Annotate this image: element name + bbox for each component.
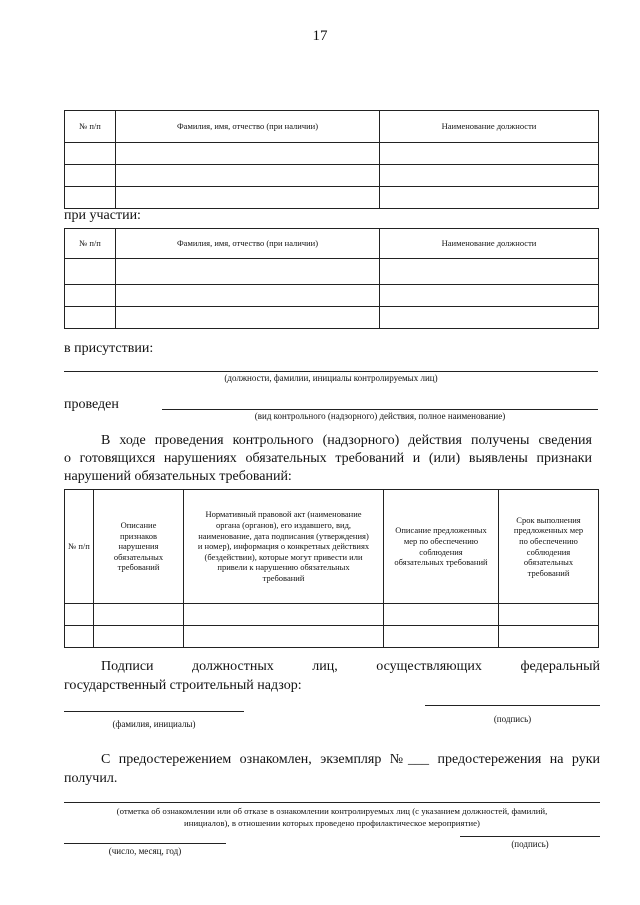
table-cell[interactable] <box>65 285 116 307</box>
column-header-number: № п/п <box>65 111 116 143</box>
table-cell[interactable] <box>380 307 599 329</box>
table-cell[interactable] <box>94 604 184 626</box>
table-cell[interactable] <box>116 165 380 187</box>
table-cell[interactable] <box>116 285 380 307</box>
table-header-row <box>65 111 599 143</box>
table-cell[interactable] <box>116 259 380 285</box>
table-cell[interactable] <box>65 626 94 648</box>
participants-table <box>64 110 599 209</box>
acknowledgement-input-line[interactable] <box>64 802 600 803</box>
table-cell[interactable] <box>65 143 116 165</box>
table-row <box>65 143 599 165</box>
acknowledgement-text-line-1: С предостережением ознакомлен, экземпляр №___ предостережения на руки <box>101 752 600 767</box>
findings-paragraph-line-3: нарушений обязательных требований: <box>64 469 292 484</box>
conducted-caption: (вид контрольного (надзорного) действия, полное наименование) <box>254 411 506 421</box>
column-header-full-name: Фамилия, имя, отчество (при наличии) <box>116 111 380 143</box>
table-cell[interactable] <box>116 187 380 209</box>
column-header-position: Наименование должности <box>380 111 599 143</box>
date-caption: (число, месяц, год) <box>108 846 182 856</box>
table-cell[interactable] <box>94 626 184 648</box>
date-input-line[interactable] <box>64 843 226 844</box>
violations-table <box>64 489 599 648</box>
table-cell[interactable] <box>65 259 116 285</box>
page-number: 17 <box>312 28 328 44</box>
table-row <box>65 307 599 329</box>
column-header-deadline: Срок выполнения предложенных мер по обеспечению соблюдения обязательных требований <box>499 490 599 604</box>
table-cell[interactable] <box>384 626 499 648</box>
signatures-text-line-1: Подписи должностных лиц, осуществляющих федеральный <box>101 659 600 674</box>
table-cell[interactable] <box>116 307 380 329</box>
table-cell[interactable] <box>65 165 116 187</box>
column-header-full-name: Фамилия, имя, отчество (при наличии) <box>116 229 380 259</box>
table-row <box>65 165 599 187</box>
conducted-label: проведен <box>64 397 119 412</box>
table-cell[interactable] <box>380 285 599 307</box>
table-cell[interactable] <box>499 604 599 626</box>
column-header-number: № п/п <box>65 490 94 604</box>
table-cell[interactable] <box>380 165 599 187</box>
recipient-signature-caption: (подпись) <box>511 839 549 849</box>
participation-table <box>64 228 599 329</box>
table-cell[interactable] <box>384 604 499 626</box>
table-cell[interactable] <box>184 604 384 626</box>
table-cell[interactable] <box>184 626 384 648</box>
recipient-signature-input-line[interactable] <box>460 836 600 837</box>
participation-label: при участии: <box>64 208 141 223</box>
column-header-number: № п/п <box>65 229 116 259</box>
table-header-row <box>65 229 599 259</box>
acknowledgement-text-line-2: получил. <box>64 771 118 786</box>
table-row <box>65 604 599 626</box>
table-cell[interactable] <box>380 143 599 165</box>
official-name-caption: (фамилия, инициалы) <box>112 719 196 729</box>
table-row <box>65 187 599 209</box>
findings-paragraph-line-2: о готовящихся нарушениях обязательных требований и (или) выявлены признаки <box>64 451 592 466</box>
table-header-row <box>65 490 599 604</box>
table-row <box>65 626 599 648</box>
table-cell[interactable] <box>116 143 380 165</box>
acknowledgement-caption-line-2: инициалов), в отношении которых проведено профилактическое мероприятие) <box>184 818 480 828</box>
conducted-input-line[interactable] <box>162 409 598 410</box>
signatures-text-line-2: государственный строительный надзор: <box>64 678 302 693</box>
table-cell[interactable] <box>380 187 599 209</box>
presence-label: в присутствии: <box>64 341 154 356</box>
table-cell[interactable] <box>65 604 94 626</box>
table-cell[interactable] <box>65 187 116 209</box>
column-header-proposed-measures: Описание предложенных мер по обеспечению соблюдения обязательных требований <box>384 490 499 604</box>
presence-input-line[interactable] <box>64 371 598 372</box>
column-header-legal-act: Нормативный правовой акт (наименование органа (органов), его издавшего, вид, наименование, дата подписания (утверждения) и номер), информация о конкретных действиях (бездействии), которые могут привести или привели к нарушению обязательных требований <box>184 490 384 604</box>
table-cell[interactable] <box>380 259 599 285</box>
official-name-input-line[interactable] <box>64 711 244 712</box>
official-signature-input-line[interactable] <box>425 705 600 706</box>
table-row <box>65 259 599 285</box>
presence-caption: (должности, фамилии, инициалы контролируемых лиц) <box>224 373 438 383</box>
official-signature-caption: (подпись) <box>493 714 532 724</box>
acknowledgement-caption-line-1: (отметка об ознакомлении или об отказе в ознакомлении контролируемых лиц (с указанием должностей, фамилий, <box>116 806 548 816</box>
table-cell[interactable] <box>65 307 116 329</box>
column-header-violation-description: Описание признаков нарушения обязательных требований <box>94 490 184 604</box>
column-header-position: Наименование должности <box>380 229 599 259</box>
table-row <box>65 285 599 307</box>
findings-paragraph-line-1: В ходе проведения контрольного (надзорного) действия получены сведения <box>101 433 592 448</box>
table-cell[interactable] <box>499 626 599 648</box>
